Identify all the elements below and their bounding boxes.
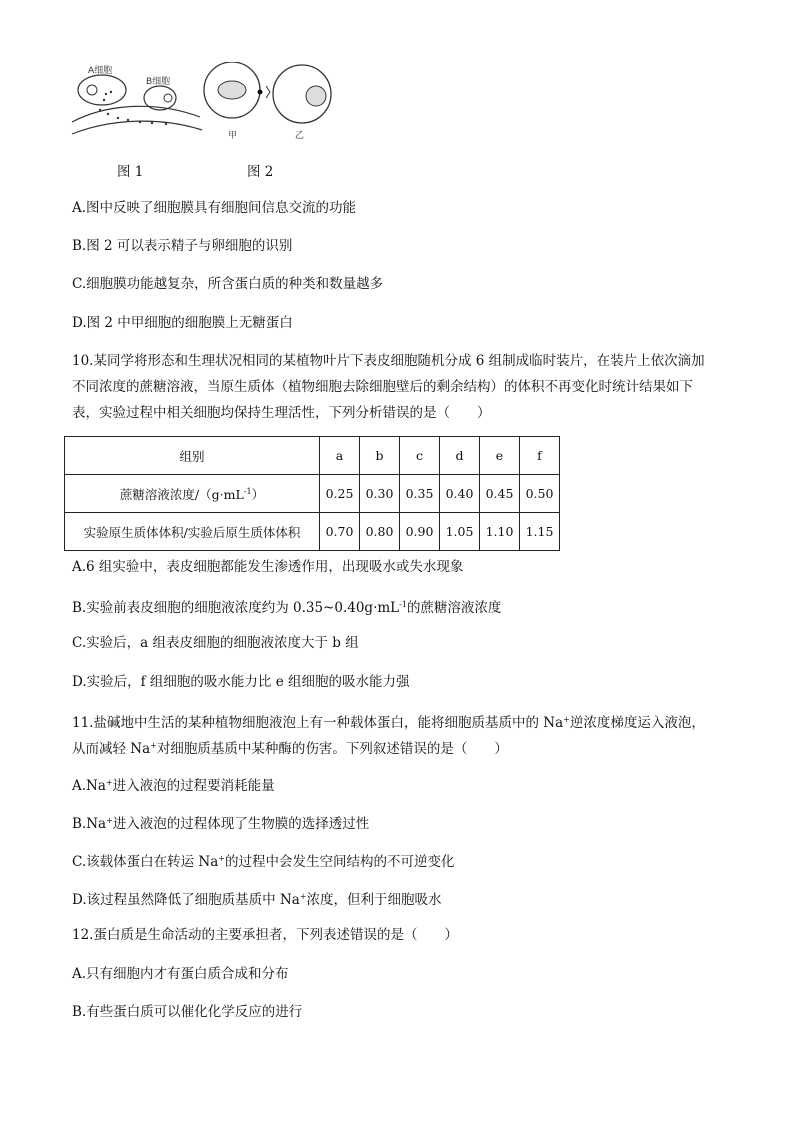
q10-option-b: B.实验前表皮细胞的细胞液浓度约为 $0.35\sim 0.40g\cdot mL^{-1}$的蔗糖溶液浓度 bbox=[72, 600, 502, 616]
group-c: c bbox=[400, 437, 440, 475]
q9-option-c: C.细胞膜功能越复杂，所含蛋白质的种类和数量越多 bbox=[72, 276, 384, 292]
q11-option-b: B.Na+进入液泡的过程体现了生物膜的选择透过性 bbox=[72, 816, 370, 832]
concentration-c: 0.35 bbox=[400, 475, 440, 513]
figure-area bbox=[70, 62, 340, 142]
q12-option-b: B.有些蛋白质可以催化化学反应的进行 bbox=[72, 1004, 303, 1020]
q12-option-a: A.只有细胞内才有蛋白质合成和分布 bbox=[72, 966, 289, 982]
concentration-b: 0.30 bbox=[360, 475, 400, 513]
table-row bbox=[65, 513, 560, 551]
q11-option-c: C.该载体蛋白在转运 Na+的过程中会发生空间结构的不可逆变化 bbox=[72, 854, 455, 870]
ratio-b: 0.80 bbox=[360, 513, 400, 551]
concentration-d: 0.40 bbox=[440, 475, 480, 513]
q11-option-a: A.Na+进入液泡的过程要消耗能量 bbox=[72, 778, 275, 794]
concentration-a: 0.25 bbox=[320, 475, 360, 513]
q10-stem-line-1: 10.某同学将形态和生理状况相同的某植物叶片下表皮细胞随机分成 6 组制成临时装片，在装片上依次滴加 bbox=[72, 353, 705, 369]
fig1-caption: 图 1 bbox=[117, 164, 144, 180]
cell-b-label: B细胞 bbox=[146, 77, 171, 87]
ratio-c: 0.90 bbox=[400, 513, 440, 551]
group-a: a bbox=[320, 437, 360, 475]
q9-option-b: B.图 2 可以表示精子与卵细胞的识别 bbox=[72, 238, 293, 254]
q11-stem-line-1: 11.盐碱地中生活的某种植物细胞液泡上有一种载体蛋白，能将细胞质基质中的 Na+逆浓度梯度运入液泡， bbox=[72, 715, 705, 731]
q12-stem: 12.蛋白质是生命活动的主要承担者，下列表述错误的是（ ） bbox=[72, 927, 458, 943]
q10-option-c: C.实验后，a 组表皮细胞的细胞液浓度大于 b 组 bbox=[72, 635, 359, 651]
group-f: f bbox=[520, 437, 560, 475]
group-b: b bbox=[360, 437, 400, 475]
row-label-group: 组别 bbox=[65, 437, 320, 475]
q9-option-a: A.图中反映了细胞膜具有细胞间信息交流的功能 bbox=[72, 200, 357, 216]
cell-a-label: A细胞 bbox=[88, 66, 113, 76]
q11-option-d: D.该过程虽然降低了细胞质基质中 Na+浓度，但利于细胞吸水 bbox=[72, 892, 442, 908]
ratio-d: 1.05 bbox=[440, 513, 480, 551]
q10-option-d: D.实验后，f 组细胞的吸水能力比 e 组细胞的吸水能力强 bbox=[72, 674, 410, 690]
q11-stem-line-2: 从而减轻 Na+对细胞质基质中某种酶的伤害。下列叙述错误的是（ ） bbox=[72, 741, 508, 757]
group-d: d bbox=[440, 437, 480, 475]
ratio-e: 1.10 bbox=[480, 513, 520, 551]
row-label-volume-ratio: 实验原生质体体积/实验后原生质体体积 bbox=[65, 513, 320, 551]
table-row bbox=[65, 475, 560, 513]
cell-communication-diagram bbox=[70, 62, 340, 142]
concentration-f: 0.50 bbox=[520, 475, 560, 513]
q9-option-d: D.图 2 中甲细胞的细胞膜上无糖蛋白 bbox=[72, 315, 293, 331]
table-row bbox=[65, 437, 560, 475]
ratio-f: 1.15 bbox=[520, 513, 560, 551]
fig2-left-label: 甲 bbox=[228, 131, 238, 141]
ratio-a: 0.70 bbox=[320, 513, 360, 551]
q10-stem-line-3: 表，实验过程中相关细胞均保持生理活性，下列分析错误的是（ ） bbox=[72, 405, 491, 421]
fig2-caption: 图 2 bbox=[247, 164, 274, 180]
fig2-right-label: 乙 bbox=[295, 131, 305, 141]
group-e: e bbox=[480, 437, 520, 475]
concentration-e: 0.45 bbox=[480, 475, 520, 513]
row-label-concentration: 蔗糖溶液浓度$/(g\cdot mL^{-1})$ bbox=[65, 475, 320, 513]
q10-data-table bbox=[64, 436, 560, 551]
q10-option-a: A.6 组实验中，表皮细胞都能发生渗透作用，出现吸水或失水现象 bbox=[72, 559, 464, 575]
q10-stem-line-2: 不同浓度的蔗糖溶液，当原生质体（植物细胞去除细胞壁后的剩余结构）的体积不再变化时统计结果如下 bbox=[72, 379, 693, 395]
